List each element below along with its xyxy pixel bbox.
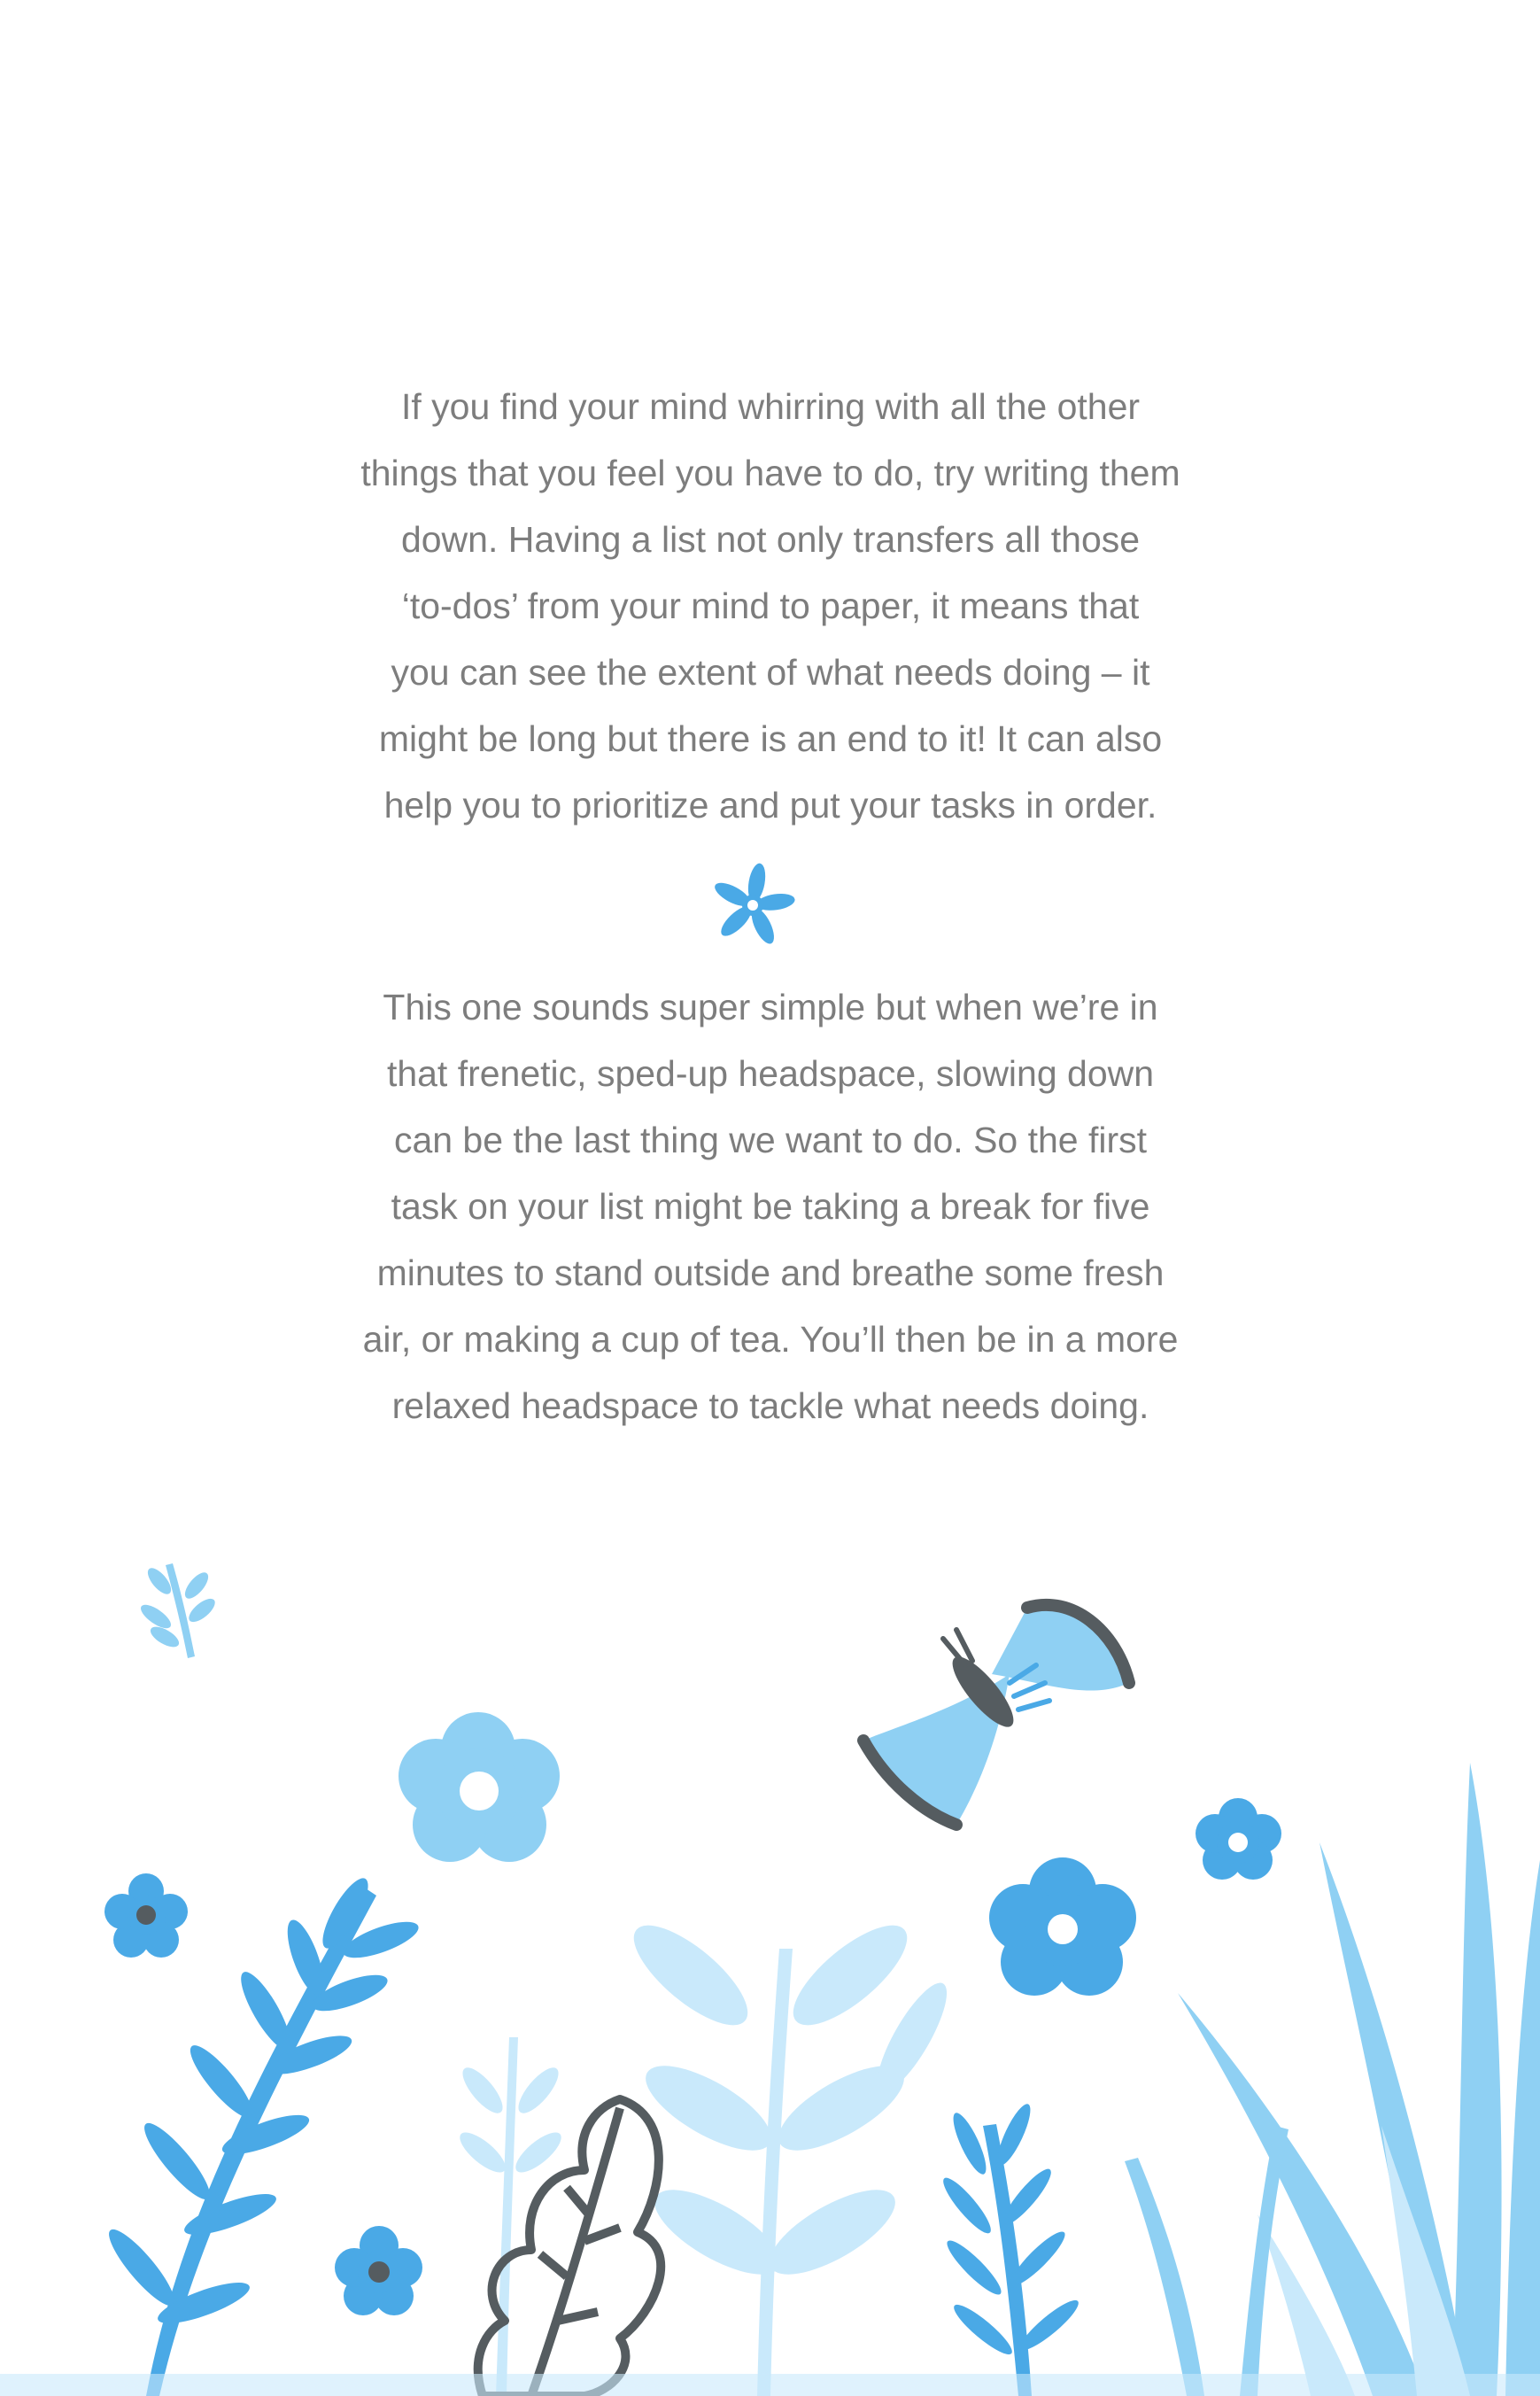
flower-divider-icon xyxy=(708,861,797,950)
paragraph-line: might be long but there is an end to it! It can also xyxy=(378,718,1163,759)
leaf-icon xyxy=(454,1910,959,2396)
paragraph-line: This one sounds super simple but when we’re in xyxy=(383,987,1158,1027)
paragraph-line: can be the last thing we want to do. So the first xyxy=(393,1120,1148,1160)
flower-icon xyxy=(335,2226,422,2315)
paragraph-line: relaxed headspace to tackle what needs doing. xyxy=(391,1385,1149,1426)
paragraph-line: help you to prioritize and put your tasks in order. xyxy=(383,785,1157,826)
paragraph-line: you can see the extent of what needs doing – it xyxy=(391,652,1150,693)
paragraph-line: down. Having a list not only transfers all those xyxy=(400,519,1141,560)
grass-icon xyxy=(1125,2126,1288,2396)
paragraph-slow-down xyxy=(266,974,1275,1439)
paragraph-line: that frenetic, sped-up headspace, slowing down xyxy=(386,1053,1155,1094)
butterfly-icon xyxy=(863,1605,1129,1825)
paragraph-line: minutes to stand outside and breathe some fresh xyxy=(376,1252,1165,1293)
fern-icon xyxy=(938,2100,1084,2396)
paragraph-line: If you find your mind whirring with all the other xyxy=(400,386,1141,427)
fern-icon xyxy=(137,1563,219,1658)
paragraph-line: task on your list might be taking a break for five xyxy=(391,1186,1150,1227)
botanical-illustration xyxy=(0,1506,1540,2396)
flower-icon xyxy=(1196,1798,1281,1880)
flower-icon xyxy=(399,1712,560,1862)
flower-icon xyxy=(989,1857,1136,1996)
paragraph-line: things that you feel you have to do, try writing them xyxy=(360,453,1180,493)
paragraph-to-do-list xyxy=(266,374,1275,839)
flower-icon xyxy=(104,1873,188,1958)
paragraph-line: ‘to-dos’ from your mind to paper, it means that xyxy=(401,585,1140,626)
paragraph-line: air, or making a cup of tea. You’ll then be in a more xyxy=(362,1319,1179,1360)
